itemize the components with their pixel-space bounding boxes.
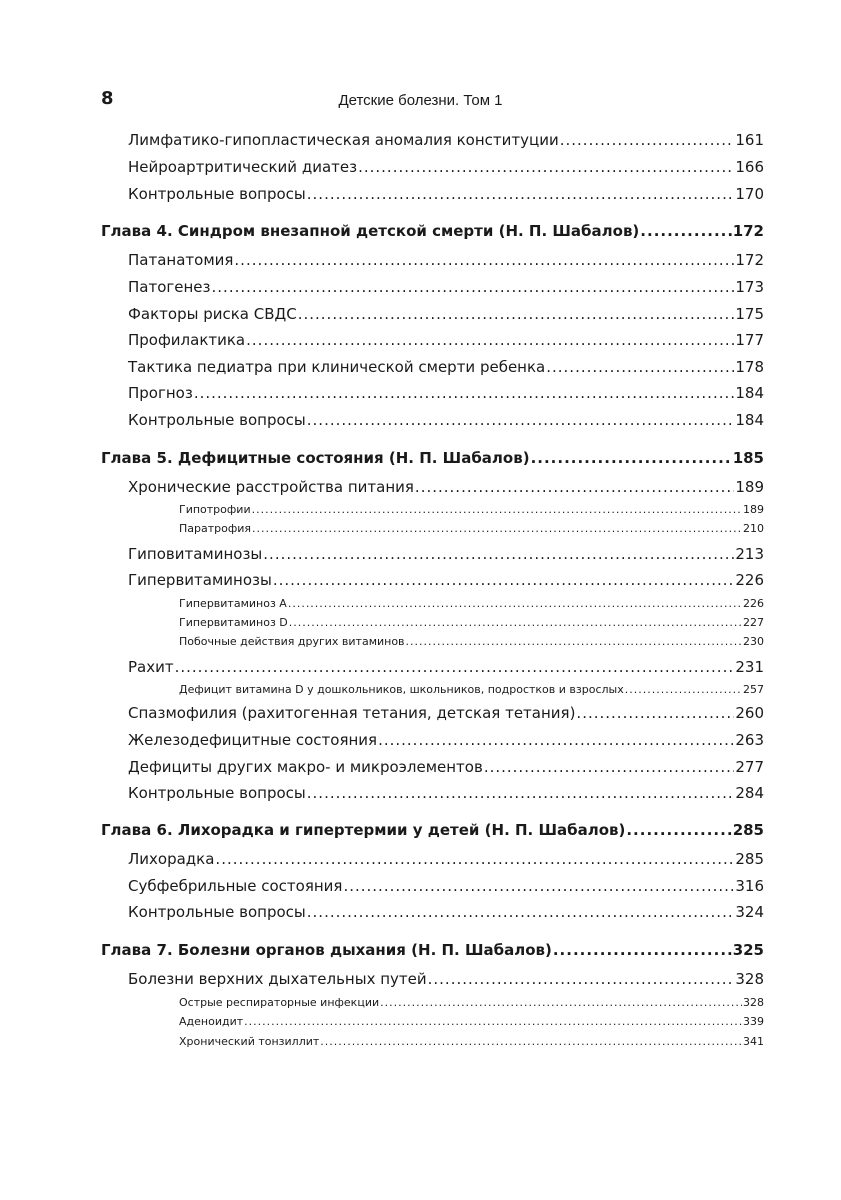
toc-subentry-title: Паратрофия	[179, 522, 252, 535]
toc-subentry-page: 230	[743, 635, 764, 648]
toc-entry-page: 328	[735, 970, 764, 988]
toc-subentry-page: 189	[743, 503, 764, 516]
toc-leader-dots	[246, 331, 734, 349]
toc-leader-dots	[625, 683, 742, 696]
toc-leader-dots	[640, 222, 731, 240]
toc-entry-title: Контрольные вопросы	[128, 185, 306, 203]
page-number: 8	[101, 88, 114, 109]
toc-subentry-title: Аденоидит	[179, 1015, 244, 1028]
toc-entry-page: 178	[735, 358, 764, 376]
toc-chapter-entry[interactable]	[101, 821, 764, 839]
toc-chapter-page: 285	[732, 821, 764, 839]
toc-chapter-page: 325	[732, 941, 764, 959]
toc-subentry[interactable]	[179, 597, 764, 610]
toc-leader-dots	[415, 478, 734, 496]
toc-entry-title: Рахит	[128, 658, 174, 676]
toc-subentry-title: Хронический тонзиллит	[179, 1035, 320, 1048]
toc-subentry[interactable]	[179, 996, 764, 1009]
toc-entry-page: 175	[735, 305, 764, 323]
table-of-contents	[101, 0, 764, 1200]
toc-entry[interactable]	[128, 358, 764, 376]
toc-leader-dots	[553, 941, 732, 959]
toc-entry-title: Патанатомия	[128, 251, 234, 269]
toc-entry[interactable]	[128, 758, 764, 776]
toc-chapter-title: Глава 5. Дефицитные состояния (Н. П. Шабалов)	[101, 449, 530, 467]
toc-entry[interactable]	[128, 784, 764, 802]
toc-leader-dots	[576, 704, 734, 722]
toc-chapter-title: Глава 7. Болезни органов дыхания (Н. П. Шабалов)	[101, 941, 552, 959]
toc-leader-dots	[194, 384, 735, 402]
toc-leader-dots	[263, 545, 734, 563]
toc-entry-title: Хронические расстройства питания	[128, 478, 414, 496]
toc-entry-page: 226	[735, 571, 764, 589]
toc-entry-title: Субфебрильные состояния	[128, 877, 343, 895]
toc-entry[interactable]	[128, 278, 764, 296]
toc-entry-title: Тактика педиатра при клинической смерти ребенка	[128, 358, 546, 376]
toc-subentry[interactable]	[179, 1015, 764, 1028]
toc-subentry-page: 328	[743, 996, 764, 1009]
toc-subentry-title: Побочные действия других витаминов	[179, 635, 405, 648]
toc-entry-title: Лихорадка	[128, 850, 215, 868]
toc-subentry-title: Гипервитаминоз А	[179, 597, 287, 610]
toc-leader-dots	[307, 185, 735, 203]
toc-leader-dots	[298, 305, 735, 323]
toc-leader-dots	[289, 616, 742, 629]
toc-entry[interactable]	[128, 384, 764, 402]
toc-entry[interactable]	[128, 305, 764, 323]
toc-subentry-title: Гипервитаминоз D	[179, 616, 288, 629]
toc-subentry[interactable]	[179, 503, 764, 516]
toc-entry[interactable]	[128, 545, 764, 563]
toc-subentry[interactable]	[179, 522, 764, 535]
toc-entry-page: 173	[735, 278, 764, 296]
toc-subentry[interactable]	[179, 1035, 764, 1048]
toc-entry-page: 263	[735, 731, 764, 749]
toc-subentry-page: 226	[743, 597, 764, 610]
toc-entry-title: Гипервитаминозы	[128, 571, 272, 589]
toc-leader-dots	[175, 658, 735, 676]
toc-entry-title: Дефициты других макро- и микроэлементов	[128, 758, 483, 776]
toc-entry-title: Спазмофилия (рахитогенная тетания, детская тетания)	[128, 704, 576, 722]
toc-entry-title: Железодефицитные состояния	[128, 731, 378, 749]
toc-entry-page: 316	[735, 877, 764, 895]
toc-leader-dots	[252, 503, 742, 516]
toc-entry-title: Контрольные вопросы	[128, 784, 306, 802]
toc-entry-page: 184	[735, 384, 764, 402]
toc-entry-page: 213	[735, 545, 764, 563]
toc-subentry[interactable]	[179, 683, 764, 696]
toc-entry[interactable]	[128, 331, 764, 349]
toc-leader-dots	[273, 571, 735, 589]
toc-subentry-title: Дефицит витамина D у дошкольников, школьников, подростков и взрослых	[179, 683, 624, 696]
toc-entry[interactable]	[128, 478, 764, 496]
toc-subentry-page: 227	[743, 616, 764, 629]
toc-leader-dots	[560, 131, 735, 149]
toc-leader-dots	[358, 158, 734, 176]
toc-leader-dots	[378, 731, 734, 749]
toc-leader-dots	[234, 251, 734, 269]
toc-chapter-entry[interactable]	[101, 941, 764, 959]
toc-leader-dots	[244, 1015, 742, 1028]
toc-entry[interactable]	[128, 251, 764, 269]
toc-subentry-page: 341	[743, 1035, 764, 1048]
toc-entry-page: 177	[735, 331, 764, 349]
toc-leader-dots	[252, 522, 742, 535]
toc-entry[interactable]	[128, 185, 764, 203]
toc-subentry-page: 257	[743, 683, 764, 696]
toc-entry[interactable]	[128, 131, 764, 149]
toc-leader-dots	[307, 903, 735, 921]
running-title: Детские болезни. Том 1	[338, 92, 503, 109]
toc-entry[interactable]	[128, 571, 764, 589]
toc-entry-title: Прогноз	[128, 384, 193, 402]
toc-leader-dots	[484, 758, 735, 776]
toc-entry[interactable]	[128, 158, 764, 176]
toc-entry[interactable]	[128, 658, 764, 676]
toc-entry-page: 170	[735, 185, 764, 203]
toc-entry[interactable]	[128, 731, 764, 749]
toc-entry-page: 285	[735, 850, 764, 868]
toc-chapter-page: 172	[732, 222, 764, 240]
toc-leader-dots	[307, 784, 735, 802]
toc-entry-page: 189	[735, 478, 764, 496]
toc-leader-dots	[406, 635, 742, 648]
toc-subentry-title: Острые респираторные инфекции	[179, 996, 380, 1009]
toc-entry-title: Патогенез	[128, 278, 211, 296]
toc-entry-title: Гиповитаминозы	[128, 545, 263, 563]
toc-entry-page: 284	[735, 784, 764, 802]
toc-leader-dots	[343, 877, 734, 895]
toc-entry-page: 161	[735, 131, 764, 149]
toc-entry-page: 166	[735, 158, 764, 176]
toc-entry-page: 184	[735, 411, 764, 429]
toc-chapter-entry[interactable]	[101, 449, 764, 467]
toc-entry-title: Болезни верхних дыхательных путей	[128, 970, 427, 988]
toc-chapter-title: Глава 4. Синдром внезапной детской смерти (Н. П. Шабалов)	[101, 222, 640, 240]
toc-chapter-title: Глава 6. Лихорадка и гипертермии у детей (Н. П. Шабалов)	[101, 821, 626, 839]
toc-leader-dots	[380, 996, 742, 1009]
toc-leader-dots	[626, 821, 731, 839]
toc-entry[interactable]	[128, 903, 764, 921]
toc-entry[interactable]	[128, 850, 764, 868]
toc-chapter-entry[interactable]	[101, 222, 764, 240]
toc-entry-title: Контрольные вопросы	[128, 903, 306, 921]
toc-leader-dots	[546, 358, 734, 376]
toc-leader-dots	[212, 278, 735, 296]
toc-leader-dots	[288, 597, 742, 610]
toc-leader-dots	[531, 449, 732, 467]
toc-entry-title: Контрольные вопросы	[128, 411, 306, 429]
toc-subentry-title: Гипотрофии	[179, 503, 251, 516]
toc-entry-page: 260	[735, 704, 764, 722]
toc-entry-page: 277	[735, 758, 764, 776]
toc-leader-dots	[428, 970, 735, 988]
toc-entry-title: Нейроартритический диатез	[128, 158, 358, 176]
toc-entry-page: 324	[735, 903, 764, 921]
toc-entry-title: Лимфатико-гипопластическая аномалия конституции	[128, 131, 559, 149]
toc-entry-page: 231	[735, 658, 764, 676]
toc-entry[interactable]	[128, 877, 764, 895]
toc-leader-dots	[307, 411, 735, 429]
toc-entry[interactable]	[128, 704, 764, 722]
toc-subentry-page: 210	[743, 522, 764, 535]
toc-subentry-page: 339	[743, 1015, 764, 1028]
toc-leader-dots	[320, 1035, 742, 1048]
toc-entry-title: Профилактика	[128, 331, 246, 349]
toc-chapter-page: 185	[732, 449, 764, 467]
toc-subentry[interactable]	[179, 616, 764, 629]
toc-entry[interactable]	[128, 411, 764, 429]
toc-entry-page: 172	[735, 251, 764, 269]
toc-entry[interactable]	[128, 970, 764, 988]
toc-entry-title: Факторы риска СВДС	[128, 305, 297, 323]
toc-leader-dots	[215, 850, 734, 868]
toc-subentry[interactable]	[179, 635, 764, 648]
